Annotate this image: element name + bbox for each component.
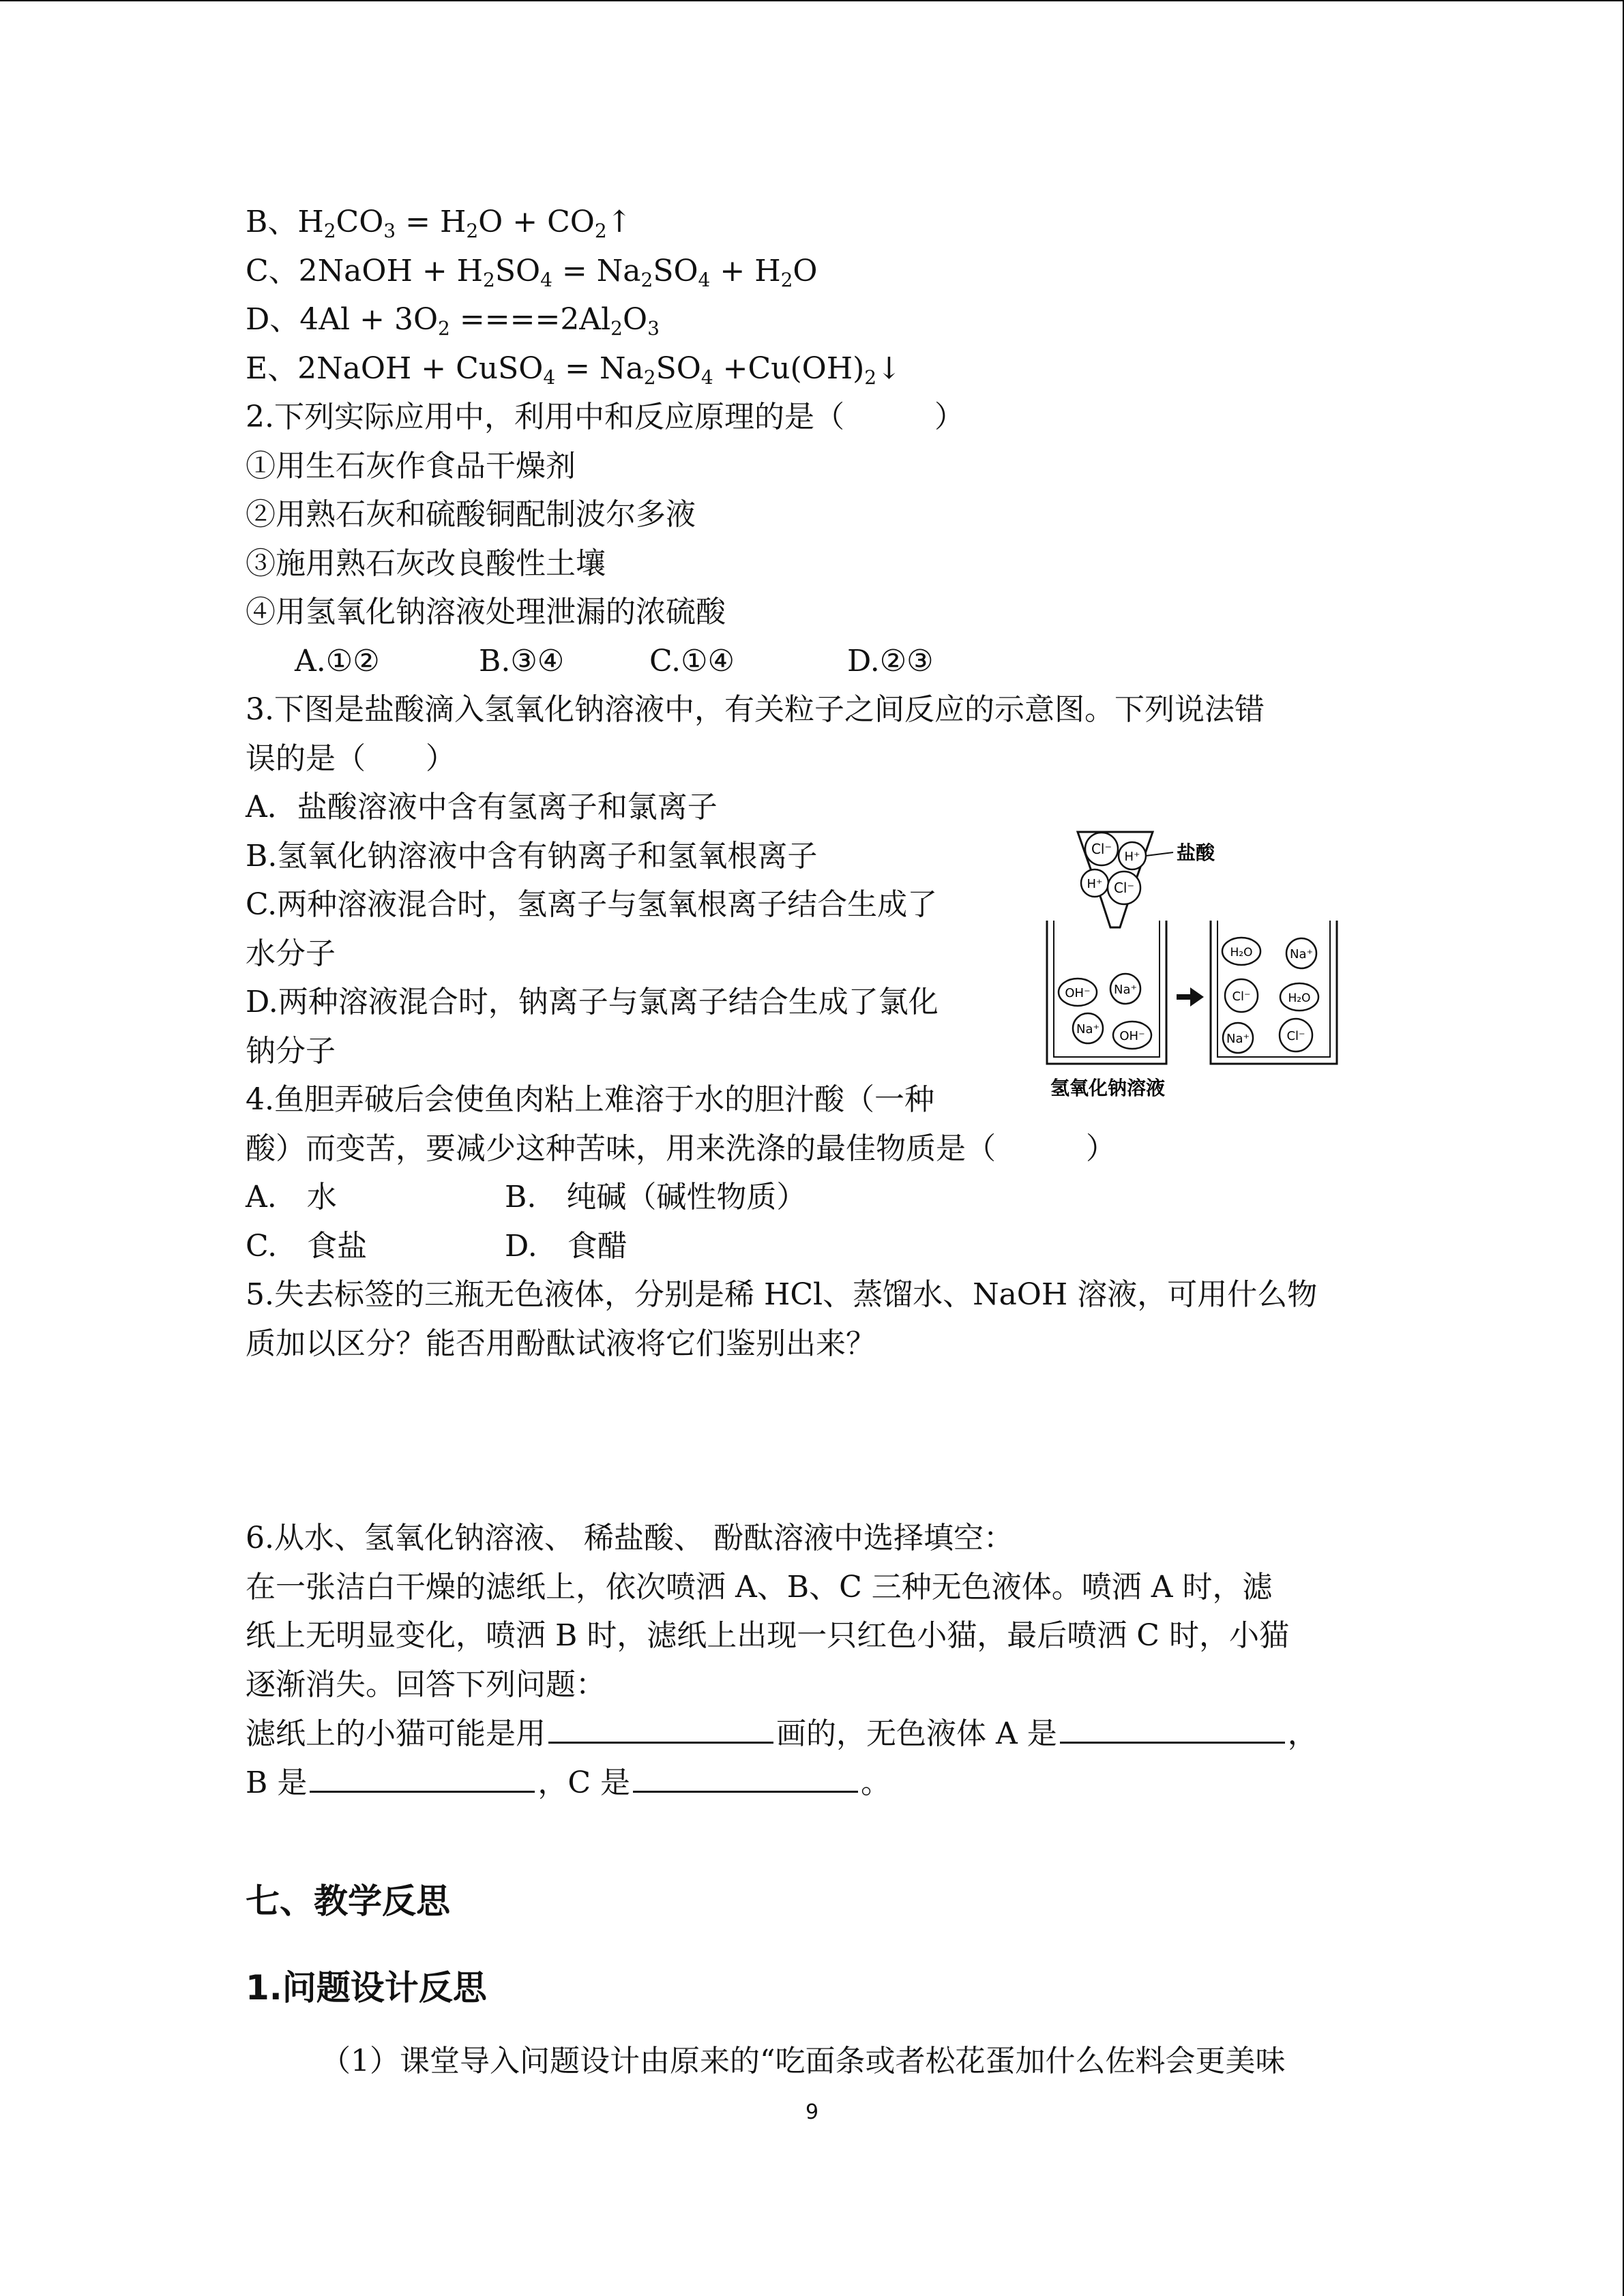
molecule-h2o-label: H₂O	[1230, 946, 1253, 959]
ion-oh-label: OH⁻	[1065, 986, 1091, 1000]
q3-option-c-line1: C.两种溶液混合时，氢离子与氢氧根离子结合生成了	[246, 887, 938, 922]
q4-choice-b: B. 纯碱（碱性物质）	[505, 1180, 807, 1214]
q3-option-d-line1: D.两种溶液混合时，钠离子与氯离子结合生成了氯化	[246, 985, 939, 1019]
answer-space	[246, 1368, 1378, 1514]
q4-stem-line2: 酸）而变苦，要减少这种苦味，用来洗涤的最佳物质是（ ）	[246, 1131, 1116, 1166]
base-label: 氢氧化钠溶液	[1050, 1077, 1166, 1099]
q4-choice-d: D. 食醋	[505, 1228, 628, 1264]
q4-choices-row2	[246, 1222, 1378, 1271]
q1-option-d: D、$4Al + 3O_2 ====2Al_2O_3$	[246, 302, 660, 340]
q6-fill-text-2: 画的，无色液体 A 是	[776, 1716, 1057, 1751]
q2-item-1: ①用生石灰作食品干燥剂	[246, 448, 576, 483]
q6-fill-text-6: 。	[860, 1765, 891, 1800]
q4-stem-line1: 4.鱼胆弄破后会使鱼肉粘上难溶于水的胆汁酸（一种	[246, 1082, 934, 1117]
q2-choice-d: D.②③	[847, 643, 934, 679]
subsection-title: 1.问题设计反思	[246, 1968, 487, 2008]
q6-fill-text-5: ，C 是	[537, 1765, 630, 1800]
q2-item-4: ④用氢氧化钠溶液处理泄漏的浓硫酸	[246, 595, 726, 629]
q4-choice-a: A. 水	[246, 1180, 337, 1214]
ion-h-label: H⁺	[1124, 850, 1140, 864]
q2-choice-b: B.③④	[479, 643, 565, 679]
label-leader-line	[1146, 852, 1173, 856]
q6-blank-b[interactable]	[310, 1758, 535, 1793]
q6-fill-row1	[246, 1709, 1378, 1758]
q3-stem-line2: 误的是（ ）	[246, 741, 456, 776]
ion-cl-label: Cl⁻	[1232, 989, 1251, 1004]
q6-blank-marker[interactable]	[548, 1709, 773, 1744]
section-title: 七、教学反思	[246, 1881, 450, 1921]
q6-fill-text-3: ，	[1287, 1716, 1318, 1751]
ion-cl-label: Cl⁻	[1286, 1029, 1305, 1043]
acid-label: 盐酸	[1177, 841, 1215, 864]
q6-line4: 逐渐消失。回答下列问题：	[246, 1667, 606, 1702]
q6-line3: 纸上无明显变化，喷洒 B 时，滤纸上出现一只红色小猫，最后喷洒 C 时，小猫	[246, 1618, 1289, 1653]
q4-choices-row1	[246, 1173, 1378, 1222]
q2-choice-a: A.①②	[295, 643, 380, 679]
q4-choice-c: C. 食盐	[246, 1228, 368, 1264]
ion-oh-label: OH⁻	[1119, 1029, 1145, 1043]
q1-option-b: B、$H_2CO_3 = H_2O$ + $CO_2↑$	[246, 205, 632, 242]
q2-item-3: ③施用熟石灰改良酸性土壤	[246, 546, 606, 581]
q6-fill-text-1: 滤纸上的小猫可能是用	[246, 1716, 546, 1751]
q6-blank-c[interactable]	[633, 1758, 858, 1793]
ion-cl-label: Cl⁻	[1091, 841, 1112, 857]
q2-choice-c: C.①④	[649, 643, 735, 679]
ion-cl-label: Cl⁻	[1113, 880, 1135, 896]
ion-h-label: H⁺	[1087, 877, 1103, 891]
ion-na-label: Na⁺	[1114, 983, 1137, 997]
ion-na-label: Na⁺	[1226, 1032, 1250, 1046]
q1-option-c: C、2NaOH + $H_2SO_4 = Na_2SO_4 + H_2O$	[246, 253, 818, 291]
q5-line1: 5.失去标签的三瓶无色液体，分别是稀 HCl、蒸馏水、NaOH 溶液，可用什么物	[246, 1277, 1318, 1312]
q6-blank-a[interactable]	[1060, 1709, 1285, 1744]
ion-na-label: Na⁺	[1076, 1022, 1099, 1037]
ion-na-label: Na⁺	[1290, 947, 1313, 961]
reaction-diagram	[1037, 818, 1350, 1105]
q6-fill-text-4: B 是	[246, 1765, 308, 1800]
q2-choices	[246, 637, 1378, 686]
q3-option-c-line2: 水分子	[246, 936, 336, 971]
q5-line2: 质加以区分？能否用酚酞试液将它们鉴别出来？	[246, 1326, 876, 1361]
q3-option-d-line2: 钠分子	[246, 1033, 336, 1069]
q3-option-b: B.氢氧化钠溶液中含有钠离子和氢氧根离子	[246, 838, 818, 874]
q3-stem-line1: 3.下图是盐酸滴入氢氧化钠溶液中，有关粒子之间反应的示意图。下列说法错	[246, 692, 1265, 727]
molecule-h2o-label: H₂O	[1288, 992, 1311, 1005]
q3-option-a: A．盐酸溶液中含有氢离子和氯离子	[246, 790, 718, 824]
q6-line2: 在一张洁白干燥的滤纸上，依次喷洒 A、B、C 三种无色液体。喷洒 A 时，滤	[246, 1569, 1273, 1605]
q1-option-e: E、2NaOH + CuSO$_4$ = $Na_2SO_4$ $+Cu(OH)_2↓$	[246, 351, 902, 389]
reaction-figure	[1037, 818, 1350, 1105]
q2-stem: 2.下列实际应用中，利用中和反应原理的是（ ）	[246, 400, 964, 434]
q2-item-2: ②用熟石灰和硫酸铜配制波尔多液	[246, 497, 696, 532]
arrow-icon	[1177, 987, 1204, 1007]
q6-fill-row2	[246, 1758, 1378, 1807]
page-number: 9	[805, 2100, 819, 2124]
reflection-paragraph: （1）课堂导入问题设计由原来的“吃面条或者松花蛋加什么佐料会更美味	[321, 2044, 1286, 2078]
q6-line1: 6.从水、氢氧化钠溶液、 稀盐酸、 酚酞溶液中选择填空：	[246, 1521, 1014, 1555]
